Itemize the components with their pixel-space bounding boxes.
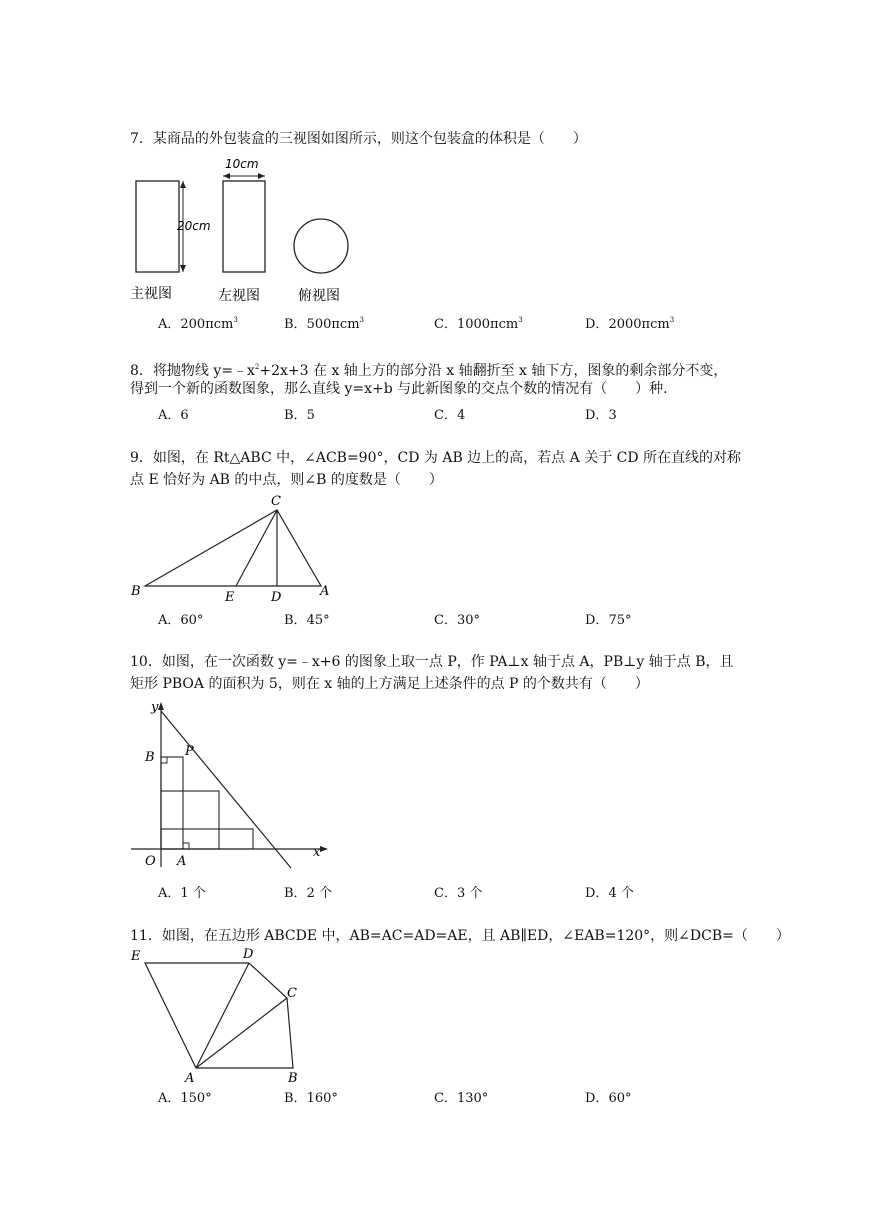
q11-stem: 11．如图，在五边形 ABCDE 中，AB=AC=AD=AE，且 AB∥ED，∠EAB=120°，则∠DCB=（ ） bbox=[130, 928, 790, 944]
rectangle-3 bbox=[161, 829, 253, 849]
label-c: C bbox=[271, 494, 281, 509]
q11-pentagon-figure bbox=[125, 945, 315, 1085]
label-b: B bbox=[288, 1071, 298, 1085]
q9-stem-line2: 点 E 恰好为 AB 的中点，则∠B 的度数是（ ） bbox=[130, 472, 443, 488]
q9-option-b: B．45° bbox=[284, 613, 330, 628]
q7-option-b: B．500πcm$^3$ bbox=[284, 316, 364, 332]
q10-option-c: C．3 个 bbox=[434, 886, 483, 901]
q11-option-a: A．150° bbox=[158, 1091, 212, 1106]
height-label: 20cm bbox=[177, 219, 211, 233]
label-c: C bbox=[287, 986, 297, 1001]
q10-stem: 10．如图，在一次函数 y=﹣x+6 的图象上取一点 P，作 PA⊥x 轴于点 A，PB⊥y 轴于点 B，且 bbox=[130, 654, 734, 670]
front-view-rect bbox=[136, 181, 179, 272]
label-b: B bbox=[131, 584, 141, 599]
q8-stem-line2: 得到一个新的函数图象，那么直线 y=x+b 与此新图象的交点个数的情况有（ ）种． bbox=[130, 381, 678, 397]
q11-option-b: B．160° bbox=[284, 1091, 338, 1106]
q8-option-b: B．5 bbox=[284, 408, 315, 423]
q10-option-b: B．2 个 bbox=[284, 886, 332, 901]
q9-triangle-figure bbox=[125, 494, 340, 606]
front-view-label: 主视图 bbox=[130, 286, 172, 302]
label-a: A bbox=[177, 854, 187, 869]
width-label: 10cm bbox=[225, 157, 259, 171]
segment-ad bbox=[196, 963, 249, 1068]
label-b: B bbox=[145, 750, 155, 765]
q8-option-c: C．4 bbox=[434, 408, 466, 423]
q7-option-a: A．200πcm$^3$ bbox=[158, 316, 238, 332]
side-view-rect bbox=[223, 181, 265, 272]
q10-option-a: A．1 个 bbox=[158, 886, 206, 901]
q10-stem-line2: 矩形 PBOA 的面积为 5，则在 x 轴的上方满足上述条件的点 P 的个数共有（ ） bbox=[130, 676, 649, 692]
q9-option-c: C．30° bbox=[434, 613, 480, 628]
q10-coordinate-figure bbox=[125, 697, 335, 872]
q7-stem: 7．某商品的外包装盒的三视图如图所示，则这个包装盒的体积是（ ） bbox=[130, 131, 587, 147]
label-e: E bbox=[131, 949, 141, 964]
pentagon-abcde bbox=[145, 963, 293, 1068]
label-y: y bbox=[151, 700, 159, 715]
top-view-circle bbox=[294, 219, 348, 273]
q7-three-views-figure bbox=[128, 152, 368, 307]
label-d: D bbox=[243, 947, 254, 962]
q8-option-d: D．3 bbox=[585, 408, 617, 423]
q9-stem: 9．如图，在 Rt△ABC 中，∠ACB=90°，CD 为 AB 边上的高，若点 A 关于 CD 所在直线的对称 bbox=[130, 450, 742, 466]
label-p: P bbox=[185, 744, 194, 759]
q11-option-c: C．130° bbox=[434, 1091, 489, 1106]
label-a: A bbox=[320, 584, 330, 599]
q8-option-a: A．6 bbox=[158, 408, 189, 423]
label-e: E bbox=[225, 590, 235, 605]
label-a: A bbox=[185, 1071, 195, 1085]
rectangle-2 bbox=[161, 791, 219, 849]
q7-option-c: C．1000πcm$^3$ bbox=[434, 316, 523, 332]
q9-option-a: A．60° bbox=[158, 613, 204, 628]
label-x: x bbox=[313, 845, 321, 860]
side-view-label: 左视图 bbox=[218, 288, 260, 304]
q11-option-d: D．60° bbox=[585, 1091, 632, 1106]
label-d: D bbox=[271, 590, 282, 605]
top-view-label: 俯视图 bbox=[298, 288, 340, 304]
triangle-abc bbox=[145, 510, 321, 586]
line-y-neg-x-plus-6 bbox=[161, 711, 291, 868]
q8-stem: 8．将抛物线 $y=﹣x^2+2x+3$ 在 x 轴上方的部分沿 x 轴翻折至 x 轴下方，图象的剩余部分不变， bbox=[130, 363, 728, 379]
segment-ac bbox=[196, 998, 287, 1068]
rectangle-pboa bbox=[161, 757, 183, 849]
label-o: O bbox=[145, 854, 156, 869]
q9-option-d: D．75° bbox=[585, 613, 632, 628]
q10-option-d: D．4 个 bbox=[585, 886, 634, 901]
q7-option-d: D．2000πcm$^3$ bbox=[585, 316, 675, 332]
